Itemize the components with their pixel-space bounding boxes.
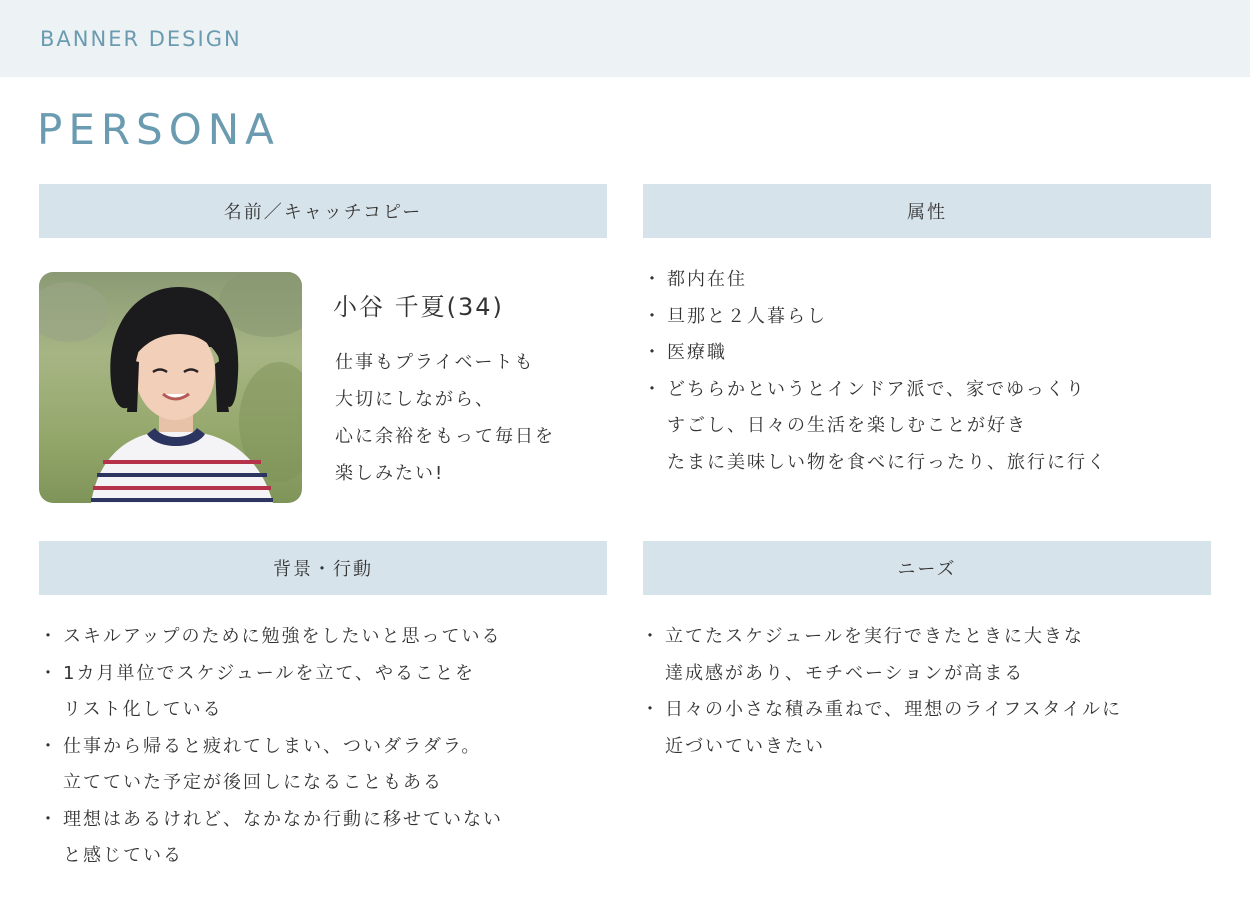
list-item-line: 立てていた予定が後回しになることもある	[63, 772, 443, 793]
list-item	[645, 262, 1225, 299]
list-item-line: ・ 1カ月単位でスケジュールを立て、やることを	[63, 662, 476, 684]
list-item-line: ・ スキルアップのために勉強をしたいと思っている	[63, 626, 502, 647]
persona-name: 小谷 千夏(34)	[333, 293, 504, 321]
section-header-background: 背景・行動	[39, 541, 607, 595]
list-item	[643, 619, 1233, 692]
persona-photo	[39, 272, 302, 503]
section-header-needs: ニーズ	[643, 541, 1211, 595]
list-item	[41, 619, 611, 656]
catch-copy	[335, 344, 605, 492]
list-item-line: ・ 旦那と２人暮らし	[667, 305, 827, 327]
section-header-name: 名前／キャッチコピー	[39, 184, 607, 238]
list-item-line: ・ 医療職	[667, 342, 727, 363]
list-item-line: と感じている	[63, 845, 183, 866]
needs-list	[643, 619, 1233, 765]
attributes-list	[645, 262, 1225, 481]
catch-line: 大切にしながら、	[335, 389, 495, 410]
catch-line: 仕事もプライベートも	[335, 352, 535, 373]
list-item-line: 達成感があり、モチベーションが高まる	[665, 662, 1025, 684]
list-item-line: リスト化している	[63, 699, 223, 720]
list-item-line: ・ 仕事から帰ると疲れてしまい、ついダラダラ。	[63, 735, 482, 757]
list-item	[645, 299, 1225, 336]
list-item-line: ・ 日々の小さな積み重ねで、理想のライフスタイルに	[665, 699, 1123, 720]
top-banner	[0, 0, 1250, 77]
list-item-line: ・ 立てたスケジュールを実行できたときに大きな	[665, 626, 1084, 647]
list-item	[645, 335, 1225, 372]
catch-line: 心に余裕をもって毎日を	[335, 426, 555, 447]
page-title: PERSONA	[37, 105, 280, 154]
list-item-line: ・ 理想はあるけれど、なかなか行動に移せていない	[63, 808, 503, 830]
catch-line: 楽しみたい!	[335, 463, 445, 484]
list-item	[645, 372, 1225, 482]
list-item-line: すごし、日々の生活を楽しむことが好き	[667, 415, 1027, 436]
background-list	[41, 619, 611, 875]
section-header-attributes: 属性	[643, 184, 1211, 238]
list-item	[643, 692, 1233, 765]
banner-label: BANNER DESIGN	[40, 27, 242, 51]
list-item-line: たまに美味しい物を食べに行ったり、旅行に行く	[667, 451, 1107, 473]
list-item	[41, 729, 611, 802]
list-item-line: ・ どちらかというとインドア派で、家でゆっくり	[667, 378, 1086, 400]
list-item-line: 近づいていきたい	[665, 735, 825, 757]
list-item	[41, 802, 611, 875]
list-item	[41, 656, 611, 729]
list-item-line: ・ 都内在住	[667, 269, 747, 290]
